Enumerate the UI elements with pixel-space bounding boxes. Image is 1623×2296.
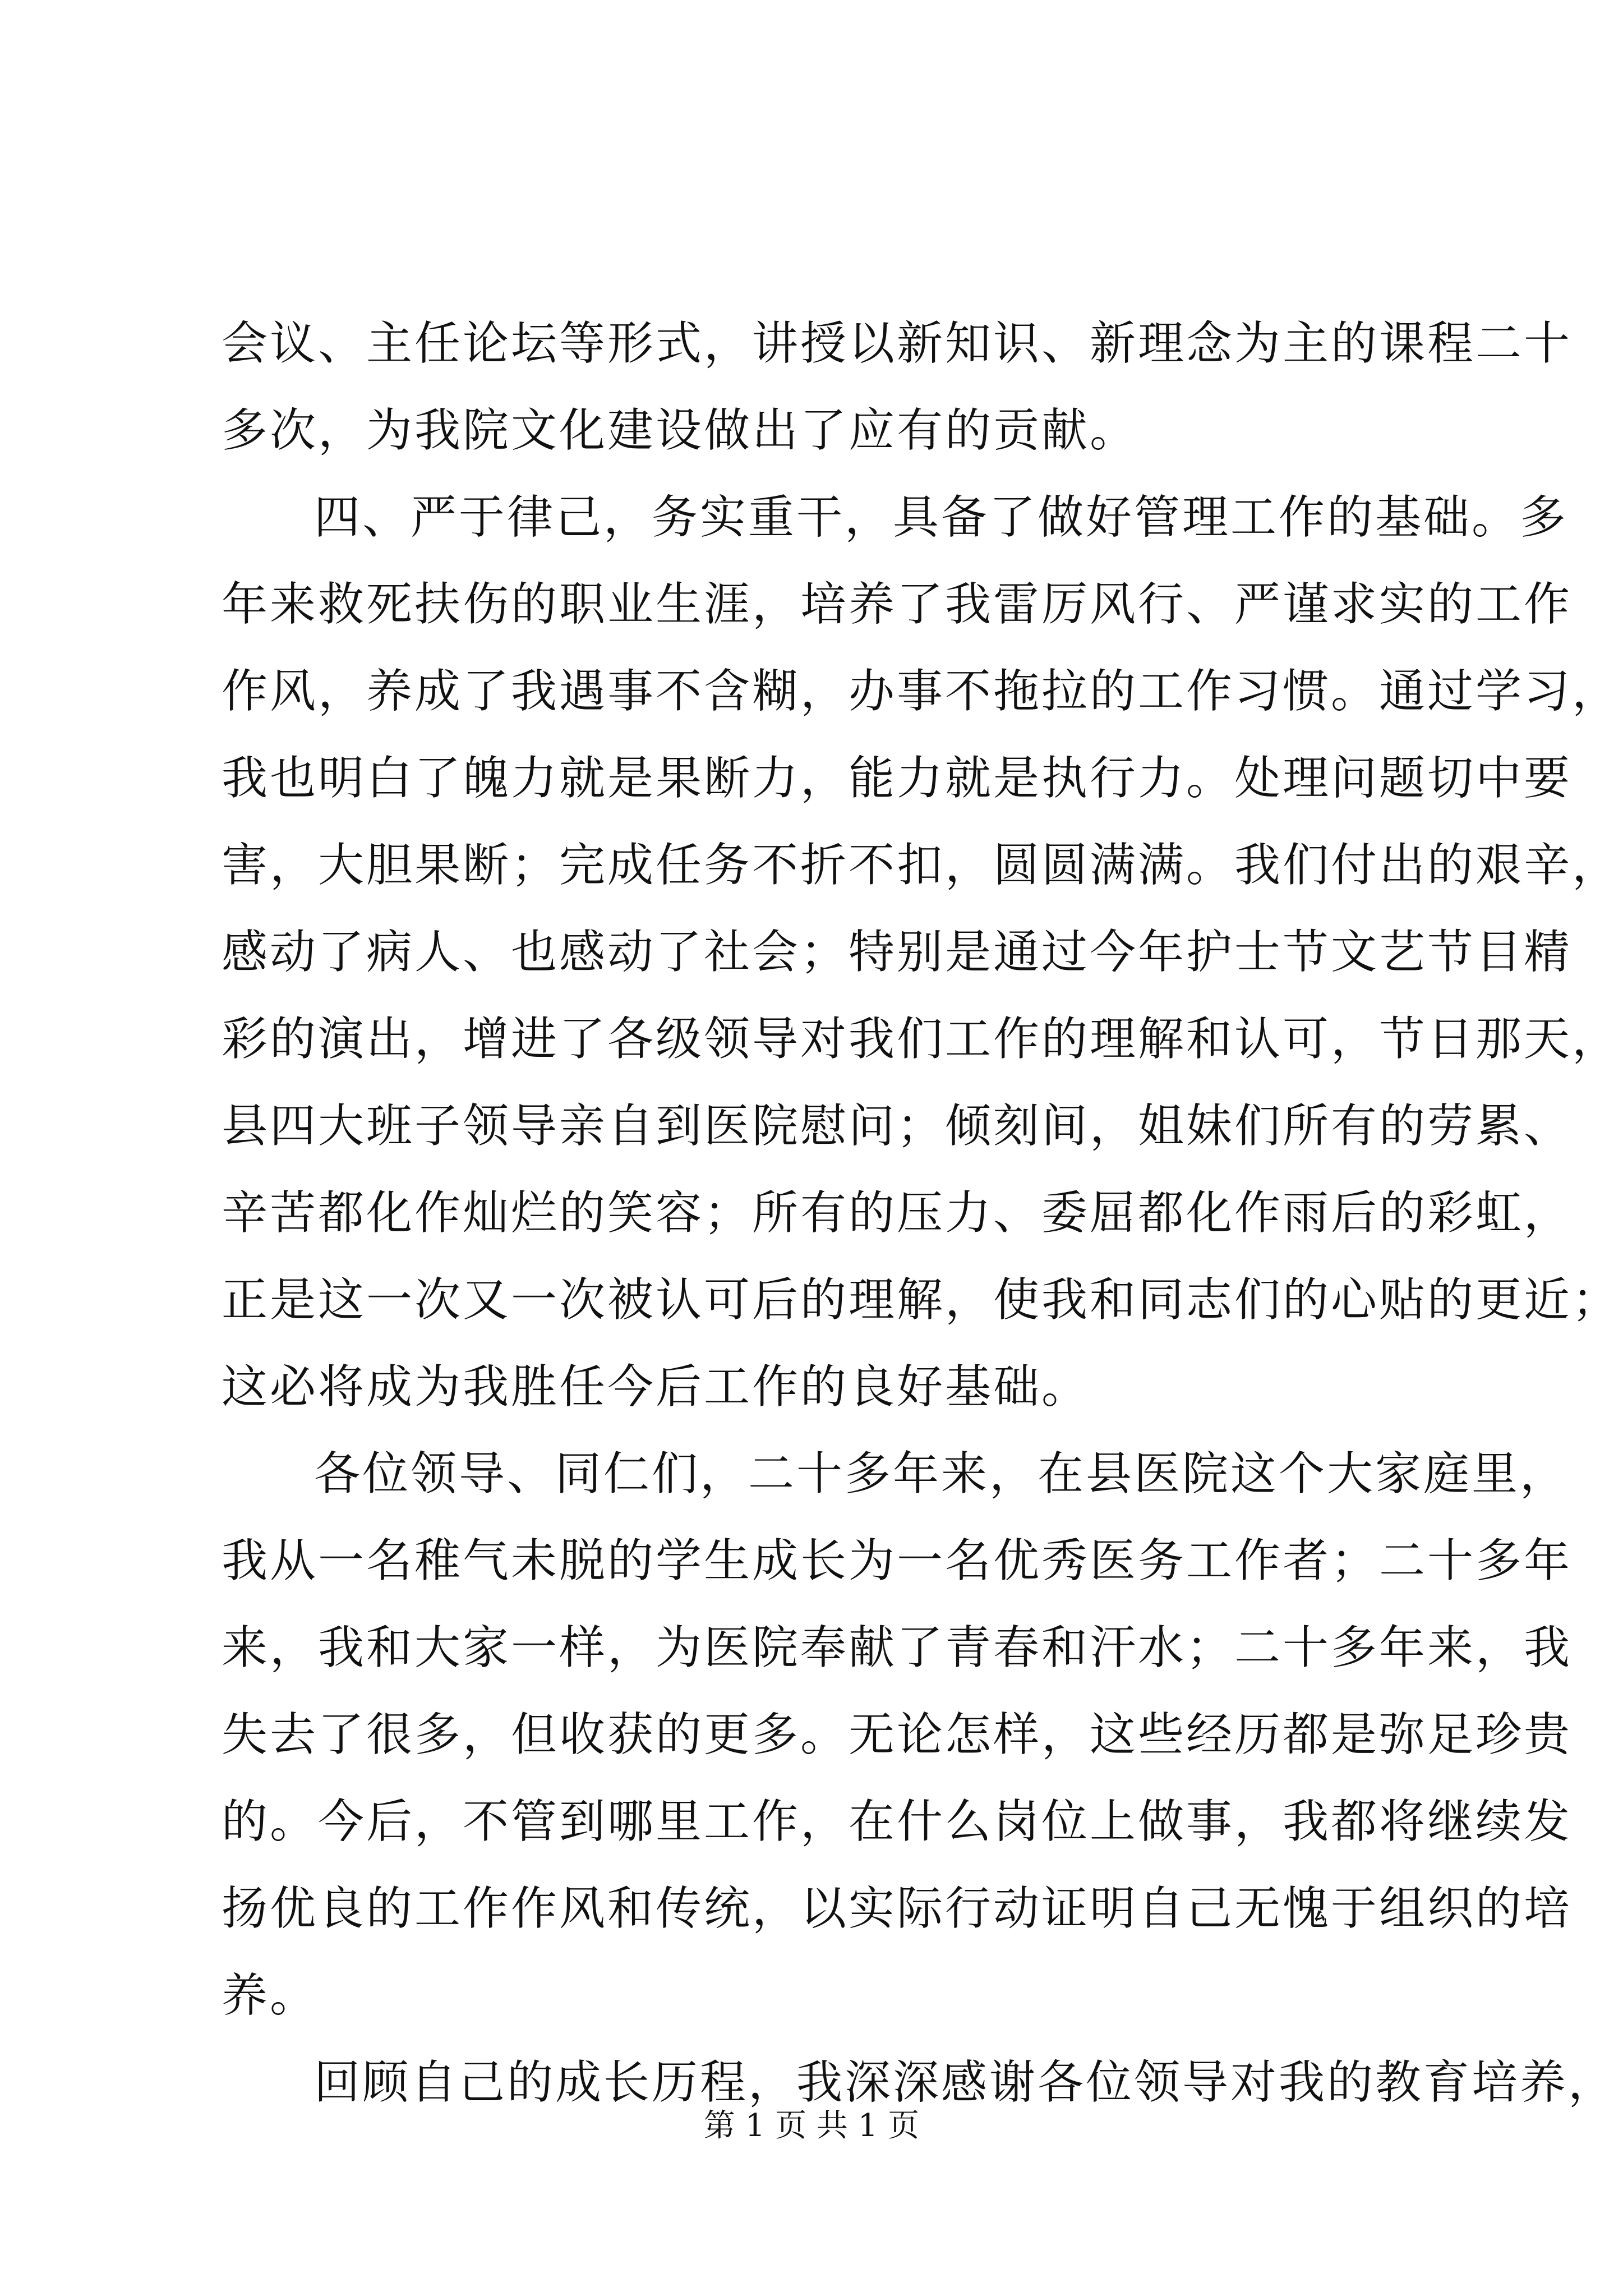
text-line: 的。今后，不管到哪里工作，在什么岗位上做事，我都将继续发 <box>222 1795 1573 1848</box>
text-line: 感动了病人、也感动了社会；特别是通过今年护士节文艺节目精 <box>222 926 1573 979</box>
text-line: 我也明白了魄力就是果断力，能力就是执行力。处理问题切中要 <box>222 752 1573 805</box>
text-line: 彩的演出，增进了各级领导对我们工作的理解和认可，节日那天， <box>222 1013 1621 1066</box>
text-line: 养。 <box>222 1969 319 2022</box>
paragraph-start-line: 回顾自己的成长历程，我深深感谢各位领导对我的教育培养， <box>314 2056 1617 2109</box>
text-line: 来，我和大家一样，为医院奉献了青春和汗水；二十多年来，我 <box>222 1621 1573 1674</box>
text-line: 县四大班子领导亲自到医院慰问；倾刻间，姐妹们所有的劳累、 <box>222 1099 1573 1153</box>
text-line: 害，大胆果断；完成任务不折不扣，圆圆满满。我们付出的艰辛， <box>222 839 1621 892</box>
text-line: 会议、主任论坛等形式，讲授以新知识、新理念为主的课程二十 <box>222 317 1573 370</box>
paragraph-start-line: 四、严于律己，务实重干，具备了做好管理工作的基础。多 <box>314 491 1569 544</box>
text-line: 多次，为我院文化建设做出了应有的贡献。 <box>222 404 1138 457</box>
text-line: 年来救死扶伤的职业生涯，培养了我雷厉风行、严谨求实的工作 <box>222 578 1573 631</box>
paragraph-start-line: 各位领导、同仁们，二十多年来，在县医院这个大家庭里， <box>314 1447 1569 1501</box>
text-line: 作风，养成了我遇事不含糊，办事不拖拉的工作习惯。通过学习， <box>222 665 1621 718</box>
text-line: 这必将成为我胜任今后工作的良好基础。 <box>222 1360 1090 1414</box>
text-line: 正是这一次又一次被认可后的理解，使我和同志们的心贴的更近； <box>222 1273 1621 1327</box>
text-line: 扬优良的工作作风和传统，以实际行动证明自己无愧于组织的培 <box>222 1882 1573 1935</box>
text-line: 辛苦都化作灿烂的笑容；所有的压力、委屈都化作雨后的彩虹， <box>222 1186 1573 1240</box>
text-line: 失去了很多，但收获的更多。无论怎样，这些经历都是弥足珍贵 <box>222 1708 1573 1761</box>
document-body <box>222 300 1621 2126</box>
page-footer: 第 1 页 共 1 页 <box>703 2108 920 2144</box>
text-line: 我从一名稚气未脱的学生成长为一名优秀医务工作者；二十多年 <box>222 1534 1573 1588</box>
